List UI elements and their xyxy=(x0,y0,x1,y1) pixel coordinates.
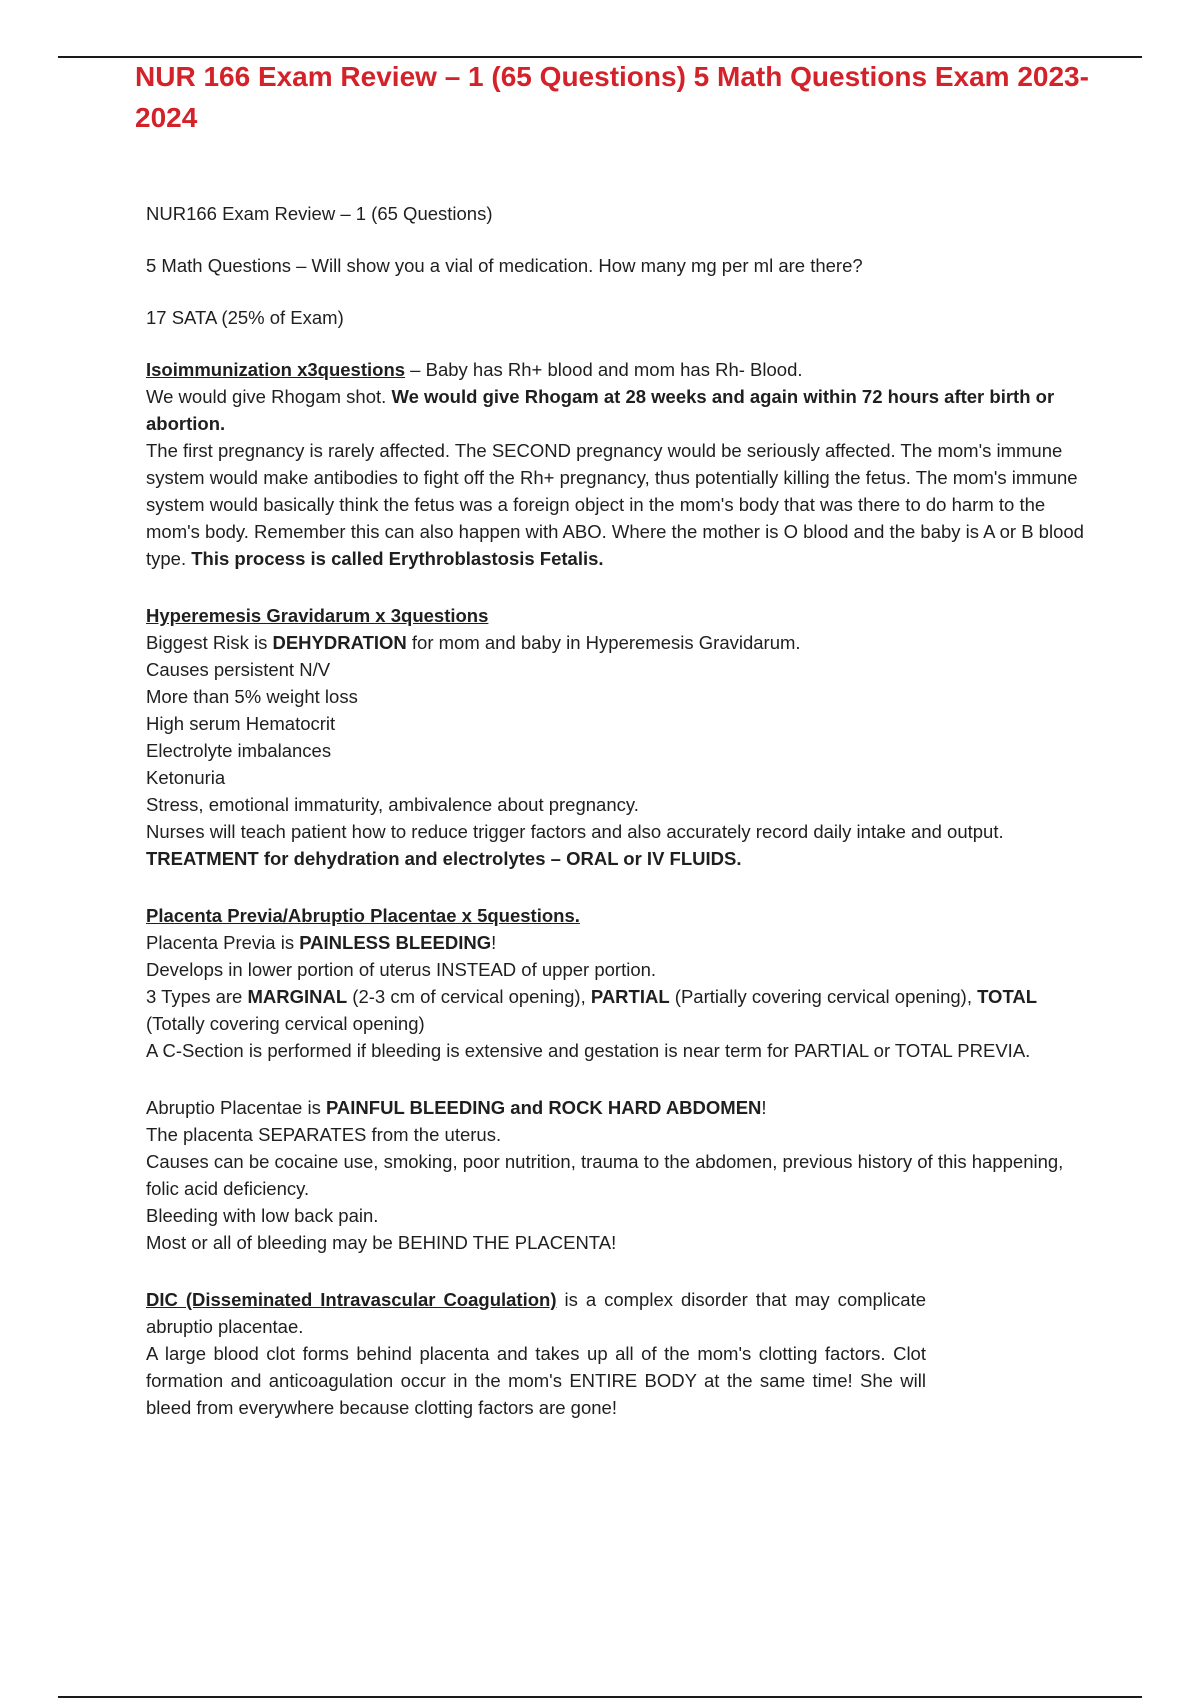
hyperemesis-treatment: TREATMENT for dehydration and electrolytes – ORAL or IV FLUIDS. xyxy=(146,848,742,869)
placenta-csection-line: A C-Section is performed if bleeding is extensive and gestation is near term for PARTIAL or TOTAL PREVIA. xyxy=(146,1040,1031,1061)
hyperemesis-line: More than 5% weight loss xyxy=(146,686,358,707)
isoimmunization-intro: Isoimmunization x3questions – Baby has Rh+ blood and mom has Rh- Blood. xyxy=(146,359,803,380)
bottom-rule xyxy=(58,1696,1142,1698)
document-title: NUR 166 Exam Review – 1 (65 Questions) 5 Math Questions Exam 2023-2024 xyxy=(135,61,1089,133)
intro-line: 5 Math Questions – Will show you a vial of medication. How many mg per ml are there? xyxy=(146,255,863,276)
abruptio-line: Abruptio Placentae is PAINFUL BLEEDING and ROCK HARD ABDOMEN! xyxy=(146,1097,767,1118)
placenta-previa-line: Placenta Previa is PAINLESS BLEEDING! xyxy=(146,932,497,953)
abruptio-detail: Causes can be cocaine use, smoking, poor nutrition, trauma to the abdomen, previous history of this happening, folic acid deficiency. xyxy=(146,1151,1064,1199)
hyperemesis-heading: Hyperemesis Gravidarum x 3questions xyxy=(146,605,489,626)
placenta-types-line: 3 Types are MARGINAL (2-3 cm of cervical opening), PARTIAL (Partially covering cervical opening), TOTAL (Totally covering cervical opening) xyxy=(146,986,1038,1034)
dic-detail: A large blood clot forms behind placenta and takes up all of the mom's clotting factors. Clot formation and anticoagulation occur in the mom's ENTIRE BODY at the same time! She will bleed from everywhere because clotting factors are gone! xyxy=(146,1343,926,1418)
isoimmunization-heading: Isoimmunization x3questions xyxy=(146,359,406,380)
hyperemesis-line: Ketonuria xyxy=(146,767,226,788)
hyperemesis-risk: Biggest Risk is DEHYDRATION for mom and baby in Hyperemesis Gravidarum. xyxy=(146,632,801,653)
hyperemesis-line: Nurses will teach patient how to reduce trigger factors and also accurately record daily intake and output. xyxy=(146,821,1004,842)
document-body xyxy=(146,200,1096,1421)
isoimmunization-rhogam: We would give Rhogam shot. We would give Rhogam at 28 weeks and again within 72 hours after birth or abortion. xyxy=(146,386,1055,434)
dic-paragraph: DIC (Disseminated Intravascular Coagulation) is a complex disorder that may complicate abruptio placentae. xyxy=(146,1289,927,1337)
intro-line: NUR166 Exam Review – 1 (65 Questions) xyxy=(146,203,493,224)
isoimmunization-detail: The first pregnancy is rarely affected. The SECOND pregnancy would be seriously affected. The mom's immune system would make antibodies to fight off the Rh+ pregnancy, thus potentially killing the fetus. The mom's immune system would basically think the fetus was a foreign object in the mom's body that was there to do harm to the mom's body. Remember this can also happen with ABO. Where the mother is O blood and the baby is A or B blood type. This process is called Erythroblastosis Fetalis. xyxy=(146,440,1084,569)
placenta-develops-line: Develops in lower portion of uterus INSTEAD of upper portion. xyxy=(146,959,657,980)
dic-heading: DIC (Disseminated Intravascular Coagulation) xyxy=(146,1289,557,1310)
abruptio-detail: Bleeding with low back pain. xyxy=(146,1205,379,1226)
abruptio-detail: Most or all of bleeding may be BEHIND THE PLACENTA! xyxy=(146,1232,617,1253)
hyperemesis-line: High serum Hematocrit xyxy=(146,713,336,734)
hyperemesis-line: Stress, emotional immaturity, ambivalence about pregnancy. xyxy=(146,794,639,815)
hyperemesis-line: Electrolyte imbalances xyxy=(146,740,332,761)
abruptio-detail: The placenta SEPARATES from the uterus. xyxy=(146,1124,502,1145)
placenta-heading: Placenta Previa/Abruptio Placentae x 5questions. xyxy=(146,905,580,926)
intro-line: 17 SATA (25% of Exam) xyxy=(146,307,344,328)
hyperemesis-line: Causes persistent N/V xyxy=(146,659,331,680)
